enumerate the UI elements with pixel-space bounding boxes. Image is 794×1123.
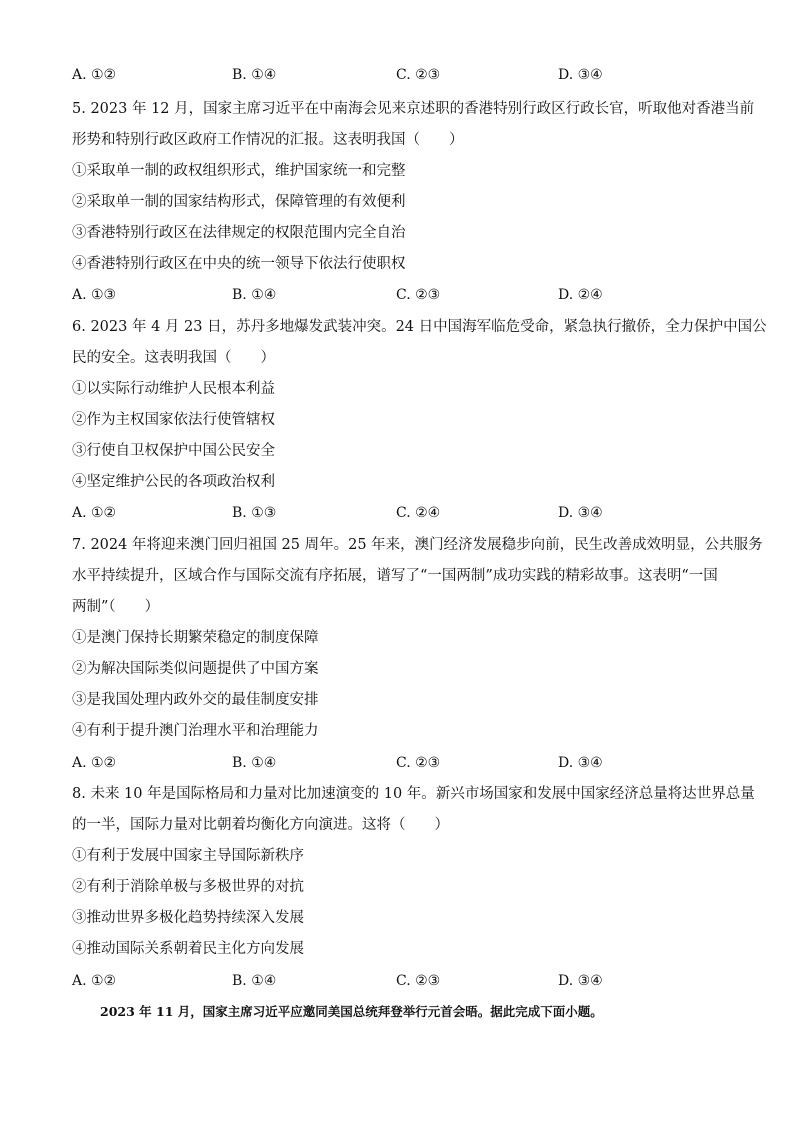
statement: ③香港特别行政区在法律规定的权限范围内完全自治 bbox=[72, 225, 406, 241]
option-b: B. ①④ bbox=[232, 755, 277, 771]
option-b: B. ①④ bbox=[232, 67, 277, 83]
question-stem: 7. 2024 年将迎来澳门回归祖国 25 周年。25 年来，澳门经济发展稳步向前，民生改善成效明显，公共服务 bbox=[72, 537, 763, 553]
statement: ④香港特别行政区在中央的统一领导下依法行使职权 bbox=[72, 256, 406, 272]
question-stem: 两制”（ ） bbox=[72, 599, 160, 615]
statement: ①有利于发展中国家主导国际新秩序 bbox=[72, 848, 304, 864]
option-c: C. ②③ bbox=[396, 67, 441, 83]
question-stem: 民的安全。这表明我国（ ） bbox=[72, 350, 275, 366]
option-row bbox=[72, 753, 732, 773]
option-a: A. ①③ bbox=[72, 287, 117, 303]
statement: ④推动国际关系朝着民主化方向发展 bbox=[72, 941, 304, 957]
statement: ②作为主权国家依法行使管辖权 bbox=[72, 412, 275, 428]
option-a: A. ①② bbox=[72, 67, 117, 83]
statement: ②为解决国际类似问题提供了中国方案 bbox=[72, 661, 319, 677]
option-c: C. ②③ bbox=[396, 755, 441, 771]
question-stem: 水平持续提升，区域合作与国际交流有序拓展，谱写了“一国两制”成功实践的精彩故事。这表明“一国 bbox=[72, 568, 718, 584]
statement: ③推动世界多极化趋势持续深入发展 bbox=[72, 910, 304, 926]
option-row bbox=[72, 971, 732, 991]
option-c: C. ②④ bbox=[396, 505, 441, 521]
statement: ④有利于提升澳门治理水平和治理能力 bbox=[72, 723, 319, 739]
option-d: D. ③④ bbox=[558, 505, 603, 521]
option-a: A. ①② bbox=[72, 505, 117, 521]
option-a: A. ①② bbox=[72, 973, 117, 989]
option-row bbox=[72, 65, 732, 85]
statement: ①采取单一制的政权组织形式，维护国家统一和完整 bbox=[72, 163, 406, 179]
option-c: C. ②③ bbox=[396, 973, 441, 989]
question-stem: 5. 2023 年 12 月，国家主席习近平在中南海会见来京述职的香港特别行政区行政长官，听取他对香港当前 bbox=[72, 101, 755, 117]
statement: ①是澳门保持长期繁荣稳定的制度保障 bbox=[72, 630, 319, 646]
statement: ②有利于消除单极与多极世界的对抗 bbox=[72, 879, 304, 895]
statement: ②采取单一制的国家结构形式，保障管理的有效便利 bbox=[72, 194, 406, 210]
option-d: D. ③④ bbox=[558, 973, 603, 989]
material-intro: 2023 年 11 月，国家主席习近平应邀同美国总统拜登举行元首会晤。据此完成下面小题。 bbox=[100, 1004, 603, 1019]
option-row bbox=[72, 285, 732, 305]
option-b: B. ①③ bbox=[232, 505, 277, 521]
option-d: D. ②④ bbox=[558, 287, 603, 303]
statement: ③是我国处理内政外交的最佳制度安排 bbox=[72, 692, 319, 708]
option-d: D. ③④ bbox=[558, 67, 603, 83]
option-a: A. ①② bbox=[72, 755, 117, 771]
option-b: B. ①④ bbox=[232, 973, 277, 989]
statement: ④坚定维护公民的各项政治权利 bbox=[72, 474, 275, 490]
option-c: C. ②③ bbox=[396, 287, 441, 303]
question-stem: 形势和特别行政区政府工作情况的汇报。这表明我国（ ） bbox=[72, 132, 464, 148]
option-b: B. ①④ bbox=[232, 287, 277, 303]
statement: ③行使自卫权保护中国公民安全 bbox=[72, 443, 275, 459]
question-stem: 的一半，国际力量对比朝着均衡化方向演进。这将（ ） bbox=[72, 817, 449, 833]
question-stem: 8. 未来 10 年是国际格局和力量对比加速演变的 10 年。新兴市场国家和发展中国家经济总量将达世界总量 bbox=[72, 786, 755, 802]
option-row bbox=[72, 503, 732, 523]
statement: ①以实际行动维护人民根本利益 bbox=[72, 381, 275, 397]
question-stem: 6. 2023 年 4 月 23 日，苏丹多地爆发武装冲突。24 日中国海军临危受命，紧急执行撤侨，全力保护中国公 bbox=[72, 319, 767, 335]
option-d: D. ③④ bbox=[558, 755, 603, 771]
